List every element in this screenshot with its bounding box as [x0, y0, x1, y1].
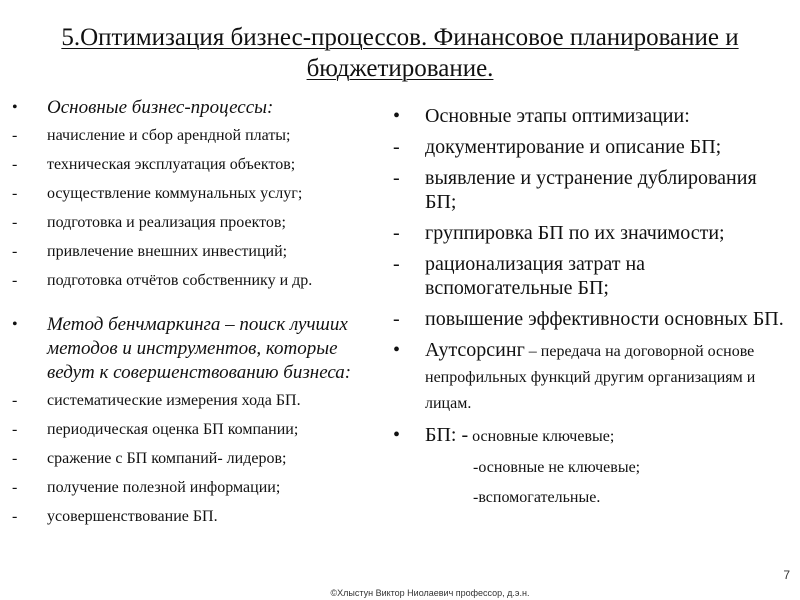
bp-label: БП: - — [425, 424, 469, 446]
list-item — [12, 271, 388, 291]
list-item — [393, 252, 791, 300]
list-item-text: группировка БП по их значимости; — [425, 222, 725, 244]
list-item-text: документирование и описание БП; — [425, 136, 722, 158]
list-item — [12, 420, 388, 440]
right-heading-text: Основные этапы оптимизации: — [425, 105, 690, 127]
list-item — [12, 507, 388, 527]
bullet-marker: • — [393, 424, 401, 446]
bp-types-text — [425, 423, 614, 449]
list-item-text: сражение с БП компаний- лидеров; — [47, 450, 287, 467]
list-item-text: выявление и устранение дублирования БП; — [425, 167, 757, 213]
bp-types-item — [393, 423, 791, 449]
bp-type-key: основные ключевые; — [468, 428, 615, 445]
list-item-text: подготовка и реализация проектов; — [47, 214, 286, 231]
list-item — [393, 166, 791, 214]
dash-marker: - — [12, 185, 18, 202]
list-item — [393, 307, 791, 331]
right-heading-optimization-stages — [393, 104, 791, 128]
dash-marker: - — [12, 156, 18, 173]
dash-marker: - — [12, 508, 18, 525]
page-number: 7 — [783, 568, 790, 582]
left-heading-text: Метод бенчмаркинга – поиск лучших методов и инструментов, которые ведут к совершенствованию бизнеса: — [47, 314, 352, 383]
outsourcing-item — [393, 338, 791, 416]
list-item-text: получение полезной информации; — [47, 479, 281, 496]
list-item-text: начисление и сбор арендной платы; — [47, 127, 291, 144]
list-item-text: привлечение внешних инвестиций; — [47, 243, 288, 260]
outsourcing-description: – передача на договорной основе непрофильных функций другим организациям и лицам. — [425, 343, 756, 412]
dash-marker: - — [12, 392, 18, 409]
dash-marker: - — [393, 253, 400, 275]
outsourcing-text — [425, 338, 791, 416]
bullet-marker: • — [12, 316, 18, 333]
footer-author: ©Хлыстун Виктор Ниолаевич профессор, д.э.н. — [330, 588, 530, 598]
dash-marker: - — [393, 308, 400, 330]
outsourcing-term: Аутсорсинг — [425, 339, 525, 361]
list-item-text: систематические измерения хода БП. — [47, 392, 301, 409]
list-item — [12, 155, 388, 175]
dash-marker: - — [393, 167, 400, 189]
list-item-text: осуществление коммунальных услуг; — [47, 185, 303, 202]
dash-marker: - — [12, 272, 18, 289]
dash-marker: - — [12, 450, 18, 467]
bp-type-non-key: -основные не ключевые; — [473, 459, 641, 476]
dash-marker: - — [12, 214, 18, 231]
list-item — [12, 449, 388, 469]
list-item — [12, 391, 388, 411]
list-item — [12, 213, 388, 233]
dash-marker: - — [12, 127, 18, 144]
list-item — [12, 126, 388, 146]
left-heading-text: Основные бизнес-процессы: — [47, 97, 274, 118]
bullet-marker: • — [12, 99, 18, 116]
dash-marker: - — [12, 243, 18, 260]
slide-title: 5.Оптимизация бизнес-процессов. Финансовое планирование и бюджетирование. — [61, 24, 739, 82]
bullet-marker: • — [393, 105, 401, 127]
bp-type-auxiliary: -вспомогательные. — [473, 489, 601, 506]
left-column — [12, 96, 388, 527]
dash-marker: - — [12, 421, 18, 438]
list-item-text: техническая эксплуатация объектов; — [47, 156, 296, 173]
list-item-text: подготовка отчётов собственнику и др. — [47, 272, 313, 289]
right-column — [393, 104, 791, 509]
list-item-text: рационализация затрат на вспомогательные БП; — [425, 253, 646, 299]
bullet-marker: • — [393, 339, 401, 361]
list-item-text: усовершенствование БП. — [47, 508, 218, 525]
left-list-business-processes — [12, 126, 388, 291]
list-item — [393, 221, 791, 245]
left-heading-benchmarking — [12, 313, 388, 385]
list-item — [12, 184, 388, 204]
dash-marker: - — [393, 222, 400, 244]
list-item-text: периодическая оценка БП компании; — [47, 421, 299, 438]
list-item — [12, 242, 388, 262]
dash-marker: - — [12, 479, 18, 496]
left-list-benchmarking — [12, 391, 388, 527]
list-item — [393, 135, 791, 159]
list-item — [12, 478, 388, 498]
dash-marker: - — [393, 136, 400, 158]
list-item-text: повышение эффективности основных БП. — [425, 308, 784, 330]
left-heading-business-processes — [12, 96, 388, 120]
